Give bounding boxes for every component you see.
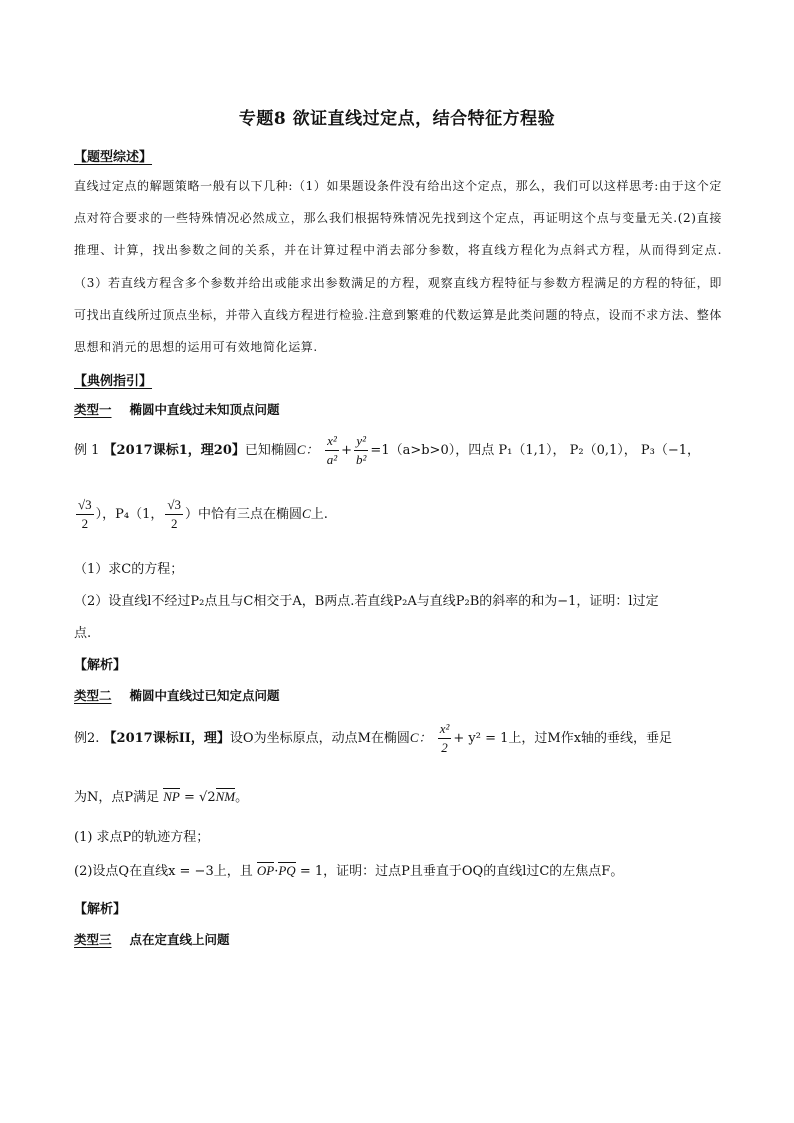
- type-one-name: 椭圆中直线过未知顶点问题: [129, 402, 280, 417]
- point-p3: P₃（−1，: [640, 443, 701, 458]
- on-ellipse-tail: 上.: [310, 507, 328, 522]
- vector-op: OP: [256, 863, 275, 878]
- example-two-prefix: 例2.: [74, 731, 100, 746]
- example-one-question-1: （1）求C的方程；: [74, 562, 184, 577]
- example-two-q2-b: = 1，证明：过点P且垂直于OQ的直线l过C的左焦点F。: [295, 864, 624, 879]
- type-one-heading: [74, 400, 280, 418]
- three-points-text: ）中恰有三点在椭圆: [185, 507, 303, 522]
- example-two-question-1: (1) 求点P的轨迹方程；: [74, 830, 210, 845]
- example-one-question-2-cont: 点.: [74, 626, 92, 641]
- sqrt2-factor: = √2: [179, 790, 216, 805]
- dot-product: ·: [274, 864, 279, 879]
- example-one-known: 已知椭圆: [244, 443, 297, 458]
- type-three-tag: 类型三: [74, 932, 112, 947]
- example-one-source: 【2017课标1，理20】: [103, 443, 245, 458]
- sqrt3-over-2-b: $\frac{√3}{2}$: [167, 497, 182, 531]
- example-two-line2-a: 为N，点P满足: [74, 790, 160, 805]
- example-two-line-2: [74, 786, 248, 805]
- example-one-prefix: 例 1: [74, 443, 100, 458]
- plus-sign: +: [341, 443, 353, 458]
- point-p4: ），P₄（1，: [95, 507, 164, 522]
- example-two-line2-end: 。: [235, 790, 249, 805]
- type-two-heading: [74, 686, 280, 704]
- page-title: 专题8 欲证直线过定点，结合特征方程验: [238, 109, 556, 129]
- example-two-question-2: [74, 860, 623, 879]
- ellipse-two-fraction: $\frac{\text{x²}}{2}$: [439, 721, 450, 755]
- example-two-eq-tail: + y² = 1上，过M作x轴的垂线，垂足: [453, 731, 673, 746]
- example-one-line-1: [74, 432, 700, 469]
- ellipse-condition: =1（a>b>0），四点: [370, 443, 495, 458]
- sqrt3-over-2-a: $\frac{√3}{2}$: [78, 497, 92, 531]
- type-two-tag: 类型二: [74, 688, 112, 703]
- example-two-q2-a: (2)设点Q在直线x = −3上，且: [74, 864, 253, 879]
- type-three-heading: [74, 930, 230, 948]
- examples-heading: 【典例指引】: [74, 374, 153, 389]
- example-one-c: C：: [296, 442, 319, 457]
- overview-heading: 【题型综述】: [74, 150, 153, 165]
- vector-nm: NM: [215, 789, 236, 804]
- type-one-tag: 类型一: [74, 402, 112, 417]
- point-p2: P₂（0,1），: [569, 443, 637, 458]
- point-p1: P₁（1,1），: [498, 443, 566, 458]
- ellipse-fraction-x: $\frac{\text{x²}}{\text{a²}}$: [326, 433, 338, 467]
- example-two-c: C：: [409, 730, 432, 745]
- vector-pq: PQ: [278, 863, 296, 878]
- analysis-two-heading: 【解析】: [74, 902, 127, 917]
- type-three-name: 点在定直线上问题: [129, 932, 230, 947]
- example-one-line-2: [74, 496, 328, 533]
- example-two-line-1: [74, 720, 672, 757]
- analysis-one-heading: 【解析】: [74, 658, 127, 673]
- type-two-name: 椭圆中直线过已知定点问题: [129, 688, 280, 703]
- example-two-text: 设O为坐标原点，动点M在椭圆: [229, 731, 410, 746]
- example-one-question-2: （2）设直线l不经过P₂点且与C相交于A，B两点.若直线P₂A与直线P₂B的斜率的和为−1，证明：l过定: [74, 594, 659, 609]
- ellipse-fraction-y: $\frac{\text{y²}}{\text{b²}}$: [356, 433, 367, 467]
- ellipse-c: C: [302, 506, 311, 521]
- example-two-source: 【2017课标II，理】: [103, 731, 230, 746]
- vector-np: NP: [163, 789, 180, 804]
- overview-paragraph: 直线过定点的解题策略一般有以下几种:（1）如果题设条件没有给出这个定点，那么，我们可以这样思考:由于这个定点对符合要求的一些特殊情况必然成立，那么我们根据特殊情况先找到这个定点，再证明这个点与变量无关.(2)直接推理、计算，找出参数之间的关系，并在计算过程中消去部分参数，将直线方程化为点斜式方程，从而得到定点.（3）若直线方程含多个参数并给出或能求出参数满足的方程，观察直线方程特征与参数方程满足的方程的特征，即可找出直线所过顶点坐标，并带入直线方程进行检验.注意到繁难的代数运算是此类问题的特点，设而不求方法、整体思想和消元的思想的运用可有效地简化运算.: [74, 179, 722, 355]
